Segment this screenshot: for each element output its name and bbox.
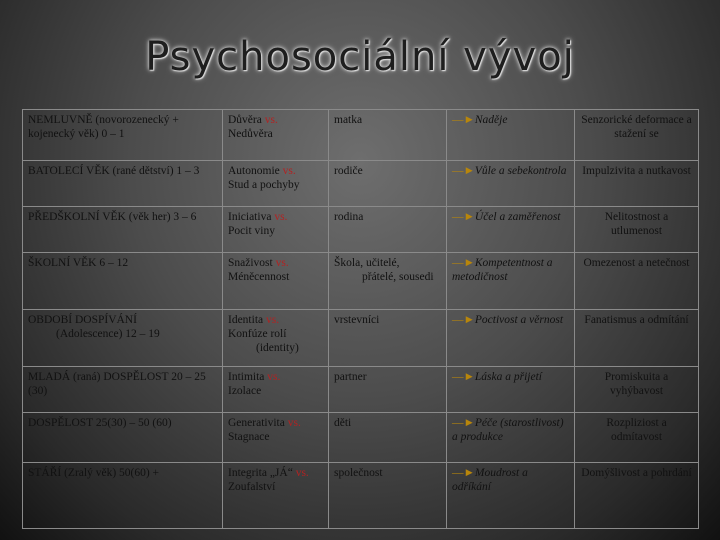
virtue-cell (447, 367, 575, 413)
crisis-positive: Generativita (228, 417, 285, 429)
vs-label: vs. (264, 114, 278, 126)
crisis-positive: Integrita „JÁ“ (228, 467, 293, 479)
crisis-negative: Zoufalství (228, 481, 276, 493)
relation-text: rodina (334, 211, 364, 223)
crisis-positive: Identita (228, 314, 264, 326)
relation-text: Škola, učitelé, (334, 257, 400, 269)
crisis-negative: Stagnace (228, 431, 270, 443)
stage-text: MLADÁ (raná) DOSPĚLOST 20 – 25 (30) (28, 371, 206, 397)
pathology-cell (575, 110, 699, 161)
arrow-icon: —► (452, 165, 475, 177)
pathology-text: Omezenost a netečnost (583, 257, 690, 269)
pathology-text: Senzorické deformace a stažení se (581, 114, 692, 140)
stage-cell (23, 413, 223, 463)
vs-label: vs. (282, 165, 296, 177)
relation-cell (329, 367, 447, 413)
stage-text: DOSPĚLOST 25(30) – 50 (60) (28, 417, 172, 429)
table-row (23, 413, 699, 463)
crisis-negative: Méněcennost (228, 271, 290, 283)
stage-text: NEMLUVNĚ (novorozenecký + kojenecký věk) 0 – 1 (28, 114, 179, 140)
arrow-icon: —► (452, 314, 475, 326)
virtue-cell (447, 463, 575, 529)
pathology-text: Nelitostnost a utlumenost (604, 211, 669, 237)
pathology-text: Rozpliziost a odmítavost (606, 417, 667, 443)
page-title: Psychosociální vývoj (145, 34, 575, 80)
relation-text-2: přátelé, sousedi (362, 271, 434, 283)
stage-text: STÁŘÍ (Zralý věk) 50(60) + (28, 467, 160, 479)
crisis-cell (223, 161, 329, 207)
pathology-cell (575, 253, 699, 310)
crisis-positive: Důvěra (228, 114, 262, 126)
virtue-cell (447, 413, 575, 463)
pathology-cell (575, 413, 699, 463)
stage-text: BATOLECÍ VĚK (rané dětství) 1 – 3 (28, 165, 200, 177)
virtue-text: Péče (starostlivost) a produkce (452, 417, 564, 443)
pathology-text: Domýšlivost a pohrdání (581, 467, 692, 479)
crisis-negative: Nedůvěra (228, 128, 273, 140)
relation-text: rodiče (334, 165, 363, 177)
vs-label: vs. (266, 314, 280, 326)
arrow-icon: —► (452, 371, 475, 383)
crisis-cell (223, 110, 329, 161)
arrow-icon: —► (452, 467, 475, 479)
crisis-negative: Izolace (228, 385, 262, 397)
relation-cell (329, 161, 447, 207)
pathology-cell (575, 463, 699, 529)
pathology-cell (575, 310, 699, 367)
crisis-cell (223, 463, 329, 529)
crisis-negative: Konfúze rolí (228, 328, 287, 340)
relation-cell (329, 463, 447, 529)
crisis-cell (223, 367, 329, 413)
virtue-cell (447, 161, 575, 207)
relation-text: partner (334, 371, 367, 383)
crisis-note: (identity) (256, 342, 299, 354)
table-row (23, 253, 699, 310)
arrow-icon: —► (452, 114, 475, 126)
stage-cell (23, 463, 223, 529)
relation-text: vrstevníci (334, 314, 380, 326)
virtue-text: Naděje (474, 114, 508, 126)
relation-cell (329, 413, 447, 463)
pathology-cell (575, 207, 699, 253)
vs-label: vs. (275, 257, 289, 269)
stage-text-2: (Adolescence) 12 – 19 (56, 328, 160, 340)
crisis-cell (223, 207, 329, 253)
virtue-text: Kompetentnost a metodičnost (452, 257, 553, 283)
arrow-icon: —► (452, 211, 475, 223)
stage-cell (23, 110, 223, 161)
relation-cell (329, 207, 447, 253)
table-row (23, 161, 699, 207)
stage-cell (23, 161, 223, 207)
stage-cell (23, 310, 223, 367)
pathology-text: Fanatismus a odmítání (584, 314, 689, 326)
virtue-text: Účel a zaměřenost (474, 211, 561, 223)
stage-cell (23, 207, 223, 253)
arrow-icon: —► (452, 257, 475, 269)
pathology-text: Promiskuita a vyhýbavost (604, 371, 669, 397)
crisis-cell (223, 253, 329, 310)
stage-text: PŘEDŠKOLNÍ VĚK (věk her) 3 – 6 (28, 211, 197, 223)
virtue-cell (447, 253, 575, 310)
relation-cell (329, 310, 447, 367)
vs-label: vs. (267, 371, 281, 383)
vs-label: vs. (287, 417, 301, 429)
virtue-text: Moudrost a odříkání (452, 467, 528, 493)
stage-text: OBDOBÍ DOSPÍVÁNÍ (28, 314, 137, 326)
stage-text: ŠKOLNÍ VĚK 6 – 12 (28, 257, 129, 269)
crisis-positive: Autonomie (228, 165, 280, 177)
vs-label: vs. (274, 211, 288, 223)
virtue-text: Láska a přijetí (474, 371, 542, 383)
crisis-positive: Snaživost (228, 257, 273, 269)
relation-cell (329, 110, 447, 161)
virtue-text: Vůle a sebekontrola (474, 165, 567, 177)
relation-text: matka (334, 114, 363, 126)
relation-cell (329, 253, 447, 310)
virtue-cell (447, 310, 575, 367)
pathology-cell (575, 367, 699, 413)
virtue-text: Poctivost a věrnost (474, 314, 564, 326)
crisis-positive: Intimita (228, 371, 265, 383)
virtue-cell (447, 110, 575, 161)
crisis-negative: Stud a pochyby (228, 179, 300, 191)
stage-cell (23, 367, 223, 413)
table-row (23, 463, 699, 529)
crisis-cell (223, 413, 329, 463)
table-row (23, 207, 699, 253)
vs-label: vs. (295, 467, 309, 479)
crisis-positive: Iniciativa (228, 211, 272, 223)
stage-cell (23, 253, 223, 310)
relation-text: společnost (334, 467, 383, 479)
psychosocial-table (22, 109, 699, 529)
table-row (23, 367, 699, 413)
crisis-negative: Pocit viny (228, 225, 275, 237)
table-row (23, 110, 699, 161)
arrow-icon: —► (452, 417, 475, 429)
pathology-text: Impulzivita a nutkavost (582, 165, 691, 177)
pathology-cell (575, 161, 699, 207)
virtue-cell (447, 207, 575, 253)
crisis-cell (223, 310, 329, 367)
relation-text: děti (334, 417, 352, 429)
table-row (23, 310, 699, 367)
